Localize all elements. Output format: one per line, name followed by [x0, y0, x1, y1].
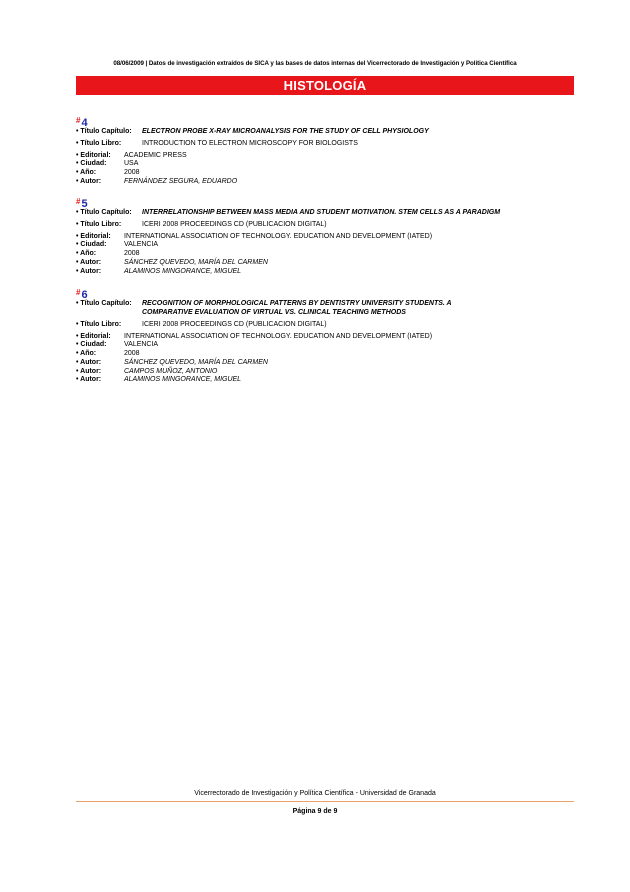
author-row: • Autor: ALAMINOS MINGORANCE, MIGUEL: [76, 267, 242, 275]
author-row: • Autor: ALAMINOS MINGORANCE, MIGUEL: [76, 376, 242, 384]
publisher-row: • Editorial: INTERNATIONAL ASSOCIATION OF TECHNOLOGY. EDUCATION AND DEVELOPMENT (IATED): [76, 332, 433, 340]
city-row: • Ciudad: VALENCIA: [76, 241, 159, 249]
book-title: ICERI 2008 PROCEEDINGS CD (PUBLICACION DIGITAL): [142, 221, 327, 228]
year: 2008: [124, 250, 140, 258]
year-row: • Año: 2008: [76, 250, 140, 258]
publisher: INTERNATIONAL ASSOCIATION OF TECHNOLOGY. EDUCATION AND DEVELOPMENT (IATED): [124, 232, 433, 240]
book-title-row: • Título Libro: ICERI 2008 PROCEEDINGS CD (PUBLICACION DIGITAL): [76, 221, 327, 228]
chapter-title: RECOGNITION OF MORPHOLOGICAL PATTERNS BY DENTISTRY UNIVERSITY STUDENTS. A COMPARATIVE EVALUATION OF VIRTUAL VS. CLINICAL TEACHING METHODS: [142, 300, 452, 316]
hash-icon: #: [76, 197, 81, 206]
publication-entry: [76, 114, 576, 187]
chapter-title-row: • Título Capítulo: INTERRELATIONSHIP BETWEEN MASS MEDIA AND STUDENT MOTIVATION. STEM CELLS AS A PARADIGM: [76, 209, 576, 219]
book-title-row: • Título Libro: INTRODUCTION TO ELECTRON MICROSCOPY FOR BIOLOGISTS: [76, 140, 358, 147]
entry-number: #6: [76, 288, 88, 301]
year-row: • Año: 2008: [76, 350, 140, 358]
city-row: • Ciudad: USA: [76, 160, 139, 168]
chapter-title-row: • Título Capítulo: ELECTRON PROBE X-RAY MICROANALYSIS FOR THE STUDY OF CELL PHYSIOLOGY: [76, 128, 576, 138]
author-row: • Autor: FERNÁNDEZ SEGURA, EDUARDO: [76, 177, 238, 185]
chapter-title: INTERRELATIONSHIP BETWEEN MASS MEDIA AND STUDENT MOTIVATION. STEM CELLS AS A PARADIGM: [142, 209, 501, 216]
publisher: ACADEMIC PRESS: [124, 151, 187, 159]
city-row: • Ciudad: VALENCIA: [76, 341, 159, 349]
publisher: INTERNATIONAL ASSOCIATION OF TECHNOLOGY. EDUCATION AND DEVELOPMENT (IATED): [124, 332, 433, 340]
author: SÁNCHEZ QUEVEDO, MARÍA DEL CARMEN: [124, 358, 268, 366]
section-title-bar: [76, 76, 574, 95]
city: VALENCIA: [124, 341, 159, 349]
footer-divider: [76, 801, 574, 802]
header-topline: 08/06/2009 | Datos de investigación extraídos de SICA y las bases de datos internas del Vicerrectorado de Investigación y Política Científica: [113, 60, 517, 67]
year: 2008: [124, 169, 140, 177]
section-title: HISTOLOGÍA: [283, 78, 367, 93]
book-title: INTRODUCTION TO ELECTRON MICROSCOPY FOR BIOLOGISTS: [142, 140, 358, 147]
author: SÁNCHEZ QUEVEDO, MARÍA DEL CARMEN: [124, 258, 268, 266]
city: VALENCIA: [124, 241, 159, 249]
book-title: ICERI 2008 PROCEEDINGS CD (PUBLICACION DIGITAL): [142, 321, 327, 328]
entry-number: #4: [76, 116, 88, 129]
hash-icon: #: [76, 116, 81, 125]
footer-institution: Vicerrectorado de Investigación y Política Científica - Universidad de Granada: [194, 790, 436, 797]
author-row: • Autor: CAMPOS MUÑOZ, ANTONIO: [76, 367, 218, 375]
year: 2008: [124, 350, 140, 358]
publication-entry: [76, 286, 576, 385]
entry-number: #5: [76, 197, 88, 210]
publication-entry: [76, 195, 576, 276]
publisher-row: • Editorial: ACADEMIC PRESS: [76, 151, 187, 159]
book-title-row: • Título Libro: ICERI 2008 PROCEEDINGS CD (PUBLICACION DIGITAL): [76, 321, 327, 328]
author: ALAMINOS MINGORANCE, MIGUEL: [124, 267, 242, 275]
author-row: • Autor: SÁNCHEZ QUEVEDO, MARÍA DEL CARMEN: [76, 358, 268, 366]
author-row: • Autor: SÁNCHEZ QUEVEDO, MARÍA DEL CARMEN: [76, 258, 268, 266]
chapter-title-row: • Título Capítulo: RECOGNITION OF MORPHOLOGICAL PATTERNS BY DENTISTRY UNIVERSITY STUDENTS. A COMPARATIVE EVALUATION OF VIRTUAL VS. CLINICAL TEACHING METHODS: [76, 300, 576, 319]
author: FERNÁNDEZ SEGURA, EDUARDO: [124, 177, 238, 185]
hash-icon: #: [76, 288, 81, 297]
page-number: Página 9 de 9: [292, 808, 338, 815]
city: USA: [124, 160, 139, 168]
author: CAMPOS MUÑOZ, ANTONIO: [124, 367, 218, 375]
chapter-title: ELECTRON PROBE X-RAY MICROANALYSIS FOR THE STUDY OF CELL PHYSIOLOGY: [142, 128, 429, 135]
author: ALAMINOS MINGORANCE, MIGUEL: [124, 376, 242, 384]
publisher-row: • Editorial: INTERNATIONAL ASSOCIATION OF TECHNOLOGY. EDUCATION AND DEVELOPMENT (IATED): [76, 232, 433, 240]
year-row: • Año: 2008: [76, 169, 140, 177]
